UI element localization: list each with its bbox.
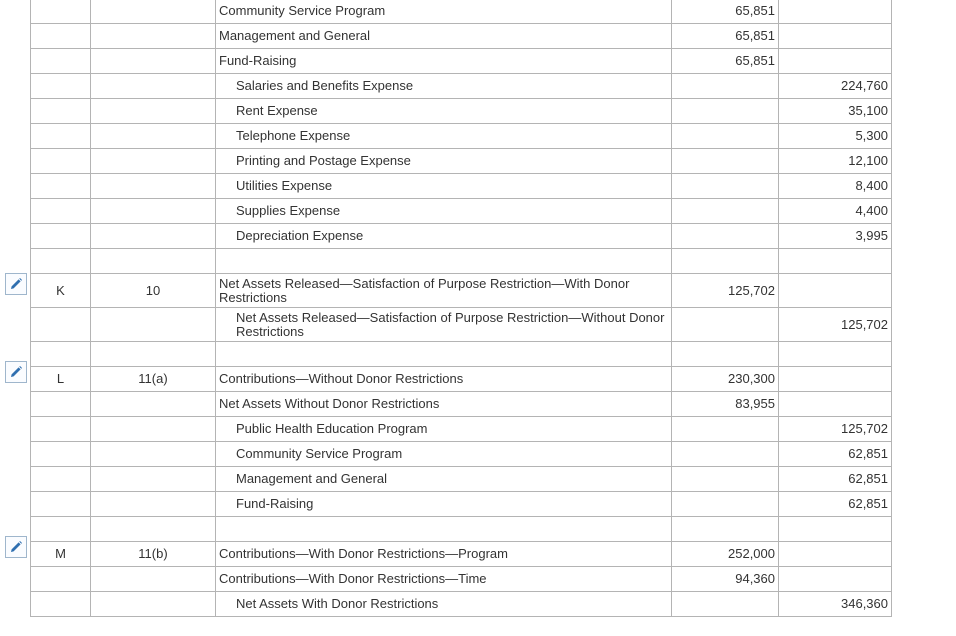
credit-cell: 3,995 (779, 224, 892, 249)
account-name-cell: Net Assets With Donor Restrictions (216, 592, 672, 617)
credit-cell: 62,851 (779, 467, 892, 492)
reference-cell (91, 517, 216, 542)
entry-letter-cell (31, 124, 91, 149)
credit-cell (779, 274, 892, 308)
debit-cell (672, 74, 779, 99)
account-name-cell (216, 517, 672, 542)
account-name-cell: Depreciation Expense (216, 224, 672, 249)
debit-cell (672, 442, 779, 467)
account-name-cell: Salaries and Benefits Expense (216, 74, 672, 99)
edit-entry-button[interactable] (5, 273, 27, 295)
account-name-cell: Printing and Postage Expense (216, 149, 672, 174)
entry-letter-cell (31, 308, 91, 342)
credit-cell: 8,400 (779, 174, 892, 199)
entry-letter-cell (31, 224, 91, 249)
reference-cell (91, 24, 216, 49)
credit-cell (779, 49, 892, 74)
entry-letter-cell (31, 442, 91, 467)
credit-cell: 346,360 (779, 592, 892, 617)
debit-cell (672, 342, 779, 367)
account-name-cell: Contributions—With Donor Restrictions—Program (216, 542, 672, 567)
reference-cell (91, 224, 216, 249)
account-name-cell: Contributions—Without Donor Restrictions (216, 367, 672, 392)
account-name-cell: Fund-Raising (216, 492, 672, 517)
entry-letter-cell (31, 99, 91, 124)
reference-cell (91, 392, 216, 417)
debit-cell (672, 149, 779, 174)
pencil-icon (9, 365, 23, 379)
account-name-cell: Utilities Expense (216, 174, 672, 199)
reference-cell (91, 49, 216, 74)
account-name-cell (216, 342, 672, 367)
entry-letter-cell (31, 74, 91, 99)
credit-cell: 125,702 (779, 308, 892, 342)
reference-cell (91, 442, 216, 467)
credit-cell: 12,100 (779, 149, 892, 174)
table-row (31, 24, 892, 49)
table-row (31, 492, 892, 517)
reference-cell (91, 174, 216, 199)
entry-letter-cell (31, 517, 91, 542)
credit-cell: 125,702 (779, 417, 892, 442)
credit-cell: 4,400 (779, 199, 892, 224)
account-name-cell: Supplies Expense (216, 199, 672, 224)
table-row (31, 49, 892, 74)
credit-cell: 62,851 (779, 442, 892, 467)
account-name-cell: Management and General (216, 467, 672, 492)
account-name-cell: Net Assets Without Donor Restrictions (216, 392, 672, 417)
reference-cell (91, 567, 216, 592)
entry-letter-cell (31, 24, 91, 49)
entry-letter-cell (31, 492, 91, 517)
table-row (31, 174, 892, 199)
table-row (31, 367, 892, 392)
edit-entry-button[interactable] (5, 361, 27, 383)
account-name-cell: Telephone Expense (216, 124, 672, 149)
credit-cell (779, 0, 892, 24)
debit-cell (672, 517, 779, 542)
reference-cell (91, 249, 216, 274)
table-row (31, 392, 892, 417)
reference-cell: 11(a) (91, 367, 216, 392)
reference-cell (91, 199, 216, 224)
entry-letter-cell (31, 249, 91, 274)
debit-cell (672, 592, 779, 617)
debit-cell: 230,300 (672, 367, 779, 392)
reference-cell (91, 308, 216, 342)
reference-cell (91, 149, 216, 174)
table-row (31, 149, 892, 174)
debit-cell (672, 492, 779, 517)
debit-cell (672, 174, 779, 199)
debit-cell (672, 124, 779, 149)
reference-cell (91, 0, 216, 24)
table-row (31, 274, 892, 308)
entry-letter-cell (31, 342, 91, 367)
entry-letter-cell (31, 467, 91, 492)
table-row (31, 249, 892, 274)
reference-cell: 11(b) (91, 542, 216, 567)
reference-cell (91, 417, 216, 442)
table-row (31, 224, 892, 249)
account-name-cell: Community Service Program (216, 0, 672, 24)
account-name-cell (216, 249, 672, 274)
account-name-cell: Contributions—With Donor Restrictions—Time (216, 567, 672, 592)
reference-cell (91, 74, 216, 99)
table-row (31, 442, 892, 467)
reference-cell (91, 592, 216, 617)
reference-cell (91, 492, 216, 517)
account-name-cell: Net Assets Released—Satisfaction of Purpose Restriction—With Donor Restrictions (216, 274, 672, 308)
reference-cell: 10 (91, 274, 216, 308)
table-row (31, 74, 892, 99)
entry-letter-cell (31, 149, 91, 174)
debit-cell: 252,000 (672, 542, 779, 567)
credit-cell (779, 392, 892, 417)
table-row (31, 199, 892, 224)
table-row (31, 308, 892, 342)
table-row (31, 99, 892, 124)
credit-cell (779, 542, 892, 567)
pencil-icon (9, 277, 23, 291)
entry-letter-cell: K (31, 274, 91, 308)
entry-letter-cell: L (31, 367, 91, 392)
table-row (31, 124, 892, 149)
entry-letter-cell (31, 567, 91, 592)
entry-letter-cell (31, 592, 91, 617)
reference-cell (91, 342, 216, 367)
debit-cell: 65,851 (672, 49, 779, 74)
credit-cell (779, 249, 892, 274)
table-row (31, 517, 892, 542)
entry-letter-cell (31, 49, 91, 74)
debit-cell: 65,851 (672, 0, 779, 24)
credit-cell: 35,100 (779, 99, 892, 124)
journal-body (31, 0, 892, 617)
account-name-cell: Rent Expense (216, 99, 672, 124)
debit-cell: 83,955 (672, 392, 779, 417)
entry-letter-cell (31, 392, 91, 417)
reference-cell (91, 124, 216, 149)
account-name-cell: Community Service Program (216, 442, 672, 467)
credit-cell: 5,300 (779, 124, 892, 149)
credit-cell (779, 567, 892, 592)
table-row (31, 417, 892, 442)
debit-cell (672, 249, 779, 274)
entry-letter-cell: M (31, 542, 91, 567)
table-row (31, 567, 892, 592)
credit-cell (779, 24, 892, 49)
table-row (31, 467, 892, 492)
credit-cell (779, 517, 892, 542)
credit-cell (779, 342, 892, 367)
table-row (31, 0, 892, 24)
account-name-cell: Public Health Education Program (216, 417, 672, 442)
credit-cell: 224,760 (779, 74, 892, 99)
credit-cell: 62,851 (779, 492, 892, 517)
account-name-cell: Net Assets Released—Satisfaction of Purpose Restriction—Without Donor Restrictions (216, 308, 672, 342)
debit-cell (672, 467, 779, 492)
debit-cell: 94,360 (672, 567, 779, 592)
entry-letter-cell (31, 417, 91, 442)
account-name-cell: Management and General (216, 24, 672, 49)
credit-cell (779, 367, 892, 392)
debit-cell (672, 308, 779, 342)
entry-letter-cell (31, 174, 91, 199)
account-name-cell: Fund-Raising (216, 49, 672, 74)
edit-entry-button[interactable] (5, 536, 27, 558)
entry-letter-cell (31, 199, 91, 224)
debit-cell (672, 224, 779, 249)
debit-cell (672, 417, 779, 442)
debit-cell (672, 99, 779, 124)
reference-cell (91, 99, 216, 124)
table-row (31, 592, 892, 617)
debit-cell (672, 199, 779, 224)
table-row (31, 542, 892, 567)
pencil-icon (9, 540, 23, 554)
table-row (31, 342, 892, 367)
debit-cell: 125,702 (672, 274, 779, 308)
debit-cell: 65,851 (672, 24, 779, 49)
journal-entries-table (30, 0, 892, 617)
entry-letter-cell (31, 0, 91, 24)
reference-cell (91, 467, 216, 492)
